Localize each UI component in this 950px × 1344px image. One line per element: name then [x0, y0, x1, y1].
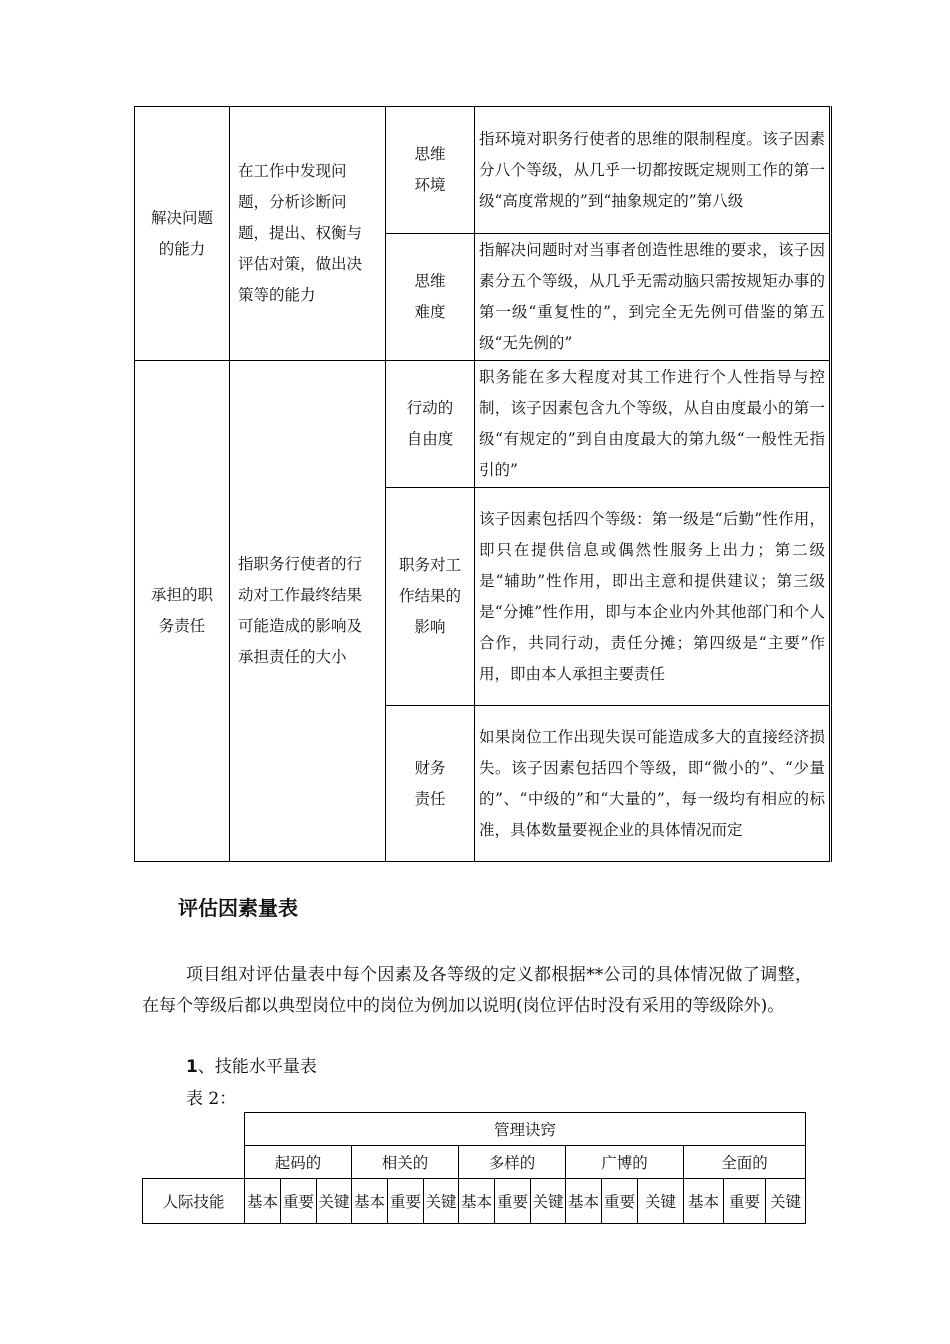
subsection-heading	[186, 1052, 317, 1077]
level-header: 多样的	[459, 1146, 566, 1179]
subfactor-name: 思维环境	[414, 145, 446, 194]
factor-name-cell	[135, 107, 230, 361]
subfactor-definition-cell	[475, 107, 831, 234]
level-header: 广博的	[566, 1146, 684, 1179]
subfactor-definition-cell	[475, 488, 831, 706]
subfactor-definition-cell	[475, 234, 831, 361]
skill-level-table	[142, 1112, 806, 1224]
subsection-number: 1	[186, 1057, 198, 1077]
subfactor-name-cell	[386, 706, 475, 862]
grade-cell: 重要	[281, 1179, 317, 1224]
grade-cell: 重要	[495, 1179, 531, 1224]
subfactor-name-cell	[386, 361, 475, 488]
subfactor-definition: 指环境对职务行使者的思维的限制程度。该子因素分八个等级，从几乎一切都按既定规则工作的第一级“高度常规的”到“抽象规定的”第八级	[479, 129, 825, 210]
factor-name: 解决问题的能力	[150, 208, 213, 258]
subfactor-name-cell	[386, 488, 475, 706]
subfactor-name: 职务对工作结果的影响	[398, 556, 461, 636]
level-header: 相关的	[352, 1146, 459, 1179]
subfactor-name: 思维难度	[414, 272, 446, 321]
subfactor-definition: 指解决问题时对当事者创造性思维的要求，该子因素分五个等级，从几乎无需动脑只需按规矩办事的第一级“重复性的”，到完全无先例可借鉴的第五级“无先例的”	[479, 241, 825, 352]
factor-description-cell	[230, 361, 386, 862]
section-title: 评估因素量表	[178, 896, 298, 920]
table-caption: 表 2：	[186, 1089, 237, 1109]
grade-cell: 基本	[459, 1179, 495, 1224]
subsection-title: 、技能水平量表	[197, 1057, 317, 1077]
subfactor-definition-cell	[475, 706, 831, 862]
grade-cell: 基本	[684, 1179, 724, 1224]
empty-header-cell	[143, 1113, 245, 1146]
level-header: 全面的	[684, 1146, 806, 1179]
level-header: 起码的	[245, 1146, 352, 1179]
subfactor-definition: 该子因素包括四个等级：第一级是“后勤”性作用，即只在提供信息或偶然性服务上出力；第二级是“辅助”性作用，即出主意和提供建议；第三级是“分摊”性作用，即与本企业内外其他部门和个人合作，共同行动，责任分摊；第四级是“主要”作用，即由本人承担主要责任	[479, 509, 825, 683]
row-label: 人际技能	[143, 1179, 245, 1224]
subfactor-name: 财务责任	[414, 758, 446, 808]
grade-cell: 重要	[724, 1179, 766, 1224]
subfactor-definition: 职务能在多大程度对其工作进行个人性指导与控制，该子因素包含九个等级，从自由度最小的第一级“有规定的”到自由度最大的第九级“一般性无指引的”	[479, 368, 825, 479]
subfactor-definition: 如果岗位工作出现失误可能造成多大的直接经济损失。该子因素包括四个等级，即“微小的”、“少量的”、“中级的”和“大量的”，每一级均有相应的标准，具体数量要视企业的具体情况而定	[479, 727, 825, 839]
factor-description: 在工作中发现问题，分析诊断问题，提出、权衡与评估对策，做出决策等的能力	[238, 162, 363, 304]
grade-cell: 基本	[352, 1179, 388, 1224]
factor-description-cell	[230, 107, 386, 361]
empty-header-cell	[143, 1146, 245, 1179]
subfactor-name-cell	[386, 234, 475, 361]
grade-cell: 重要	[388, 1179, 424, 1224]
subfactor-name: 行动的自由度	[406, 399, 454, 448]
grade-cell: 关键	[424, 1179, 459, 1224]
intro-paragraph: 项目组对评估量表中每个因素及各等级的定义都根据**公司的具体情况做了调整，在每个等级后都以典型岗位中的岗位为例加以说明(岗位评估时没有采用的等级除外)。	[142, 965, 812, 1016]
grade-cell: 基本	[245, 1179, 281, 1224]
factor-description: 指职务行使者的行动对工作最终结果可能造成的影响及承担责任的大小	[238, 555, 363, 666]
factor-definition-table	[134, 106, 832, 862]
subfactor-name-cell	[386, 107, 475, 234]
grade-cell: 重要	[602, 1179, 638, 1224]
grade-cell: 关键	[317, 1179, 352, 1224]
factor-name-cell	[135, 361, 230, 862]
grade-cell: 关键	[638, 1179, 684, 1224]
skill-table-header: 管理诀窍	[245, 1113, 806, 1146]
subfactor-definition-cell	[475, 361, 831, 488]
grade-cell: 关键	[531, 1179, 566, 1224]
factor-name: 承担的职务责任	[150, 586, 213, 635]
grade-cell: 关键	[766, 1179, 806, 1224]
grade-cell: 基本	[566, 1179, 602, 1224]
